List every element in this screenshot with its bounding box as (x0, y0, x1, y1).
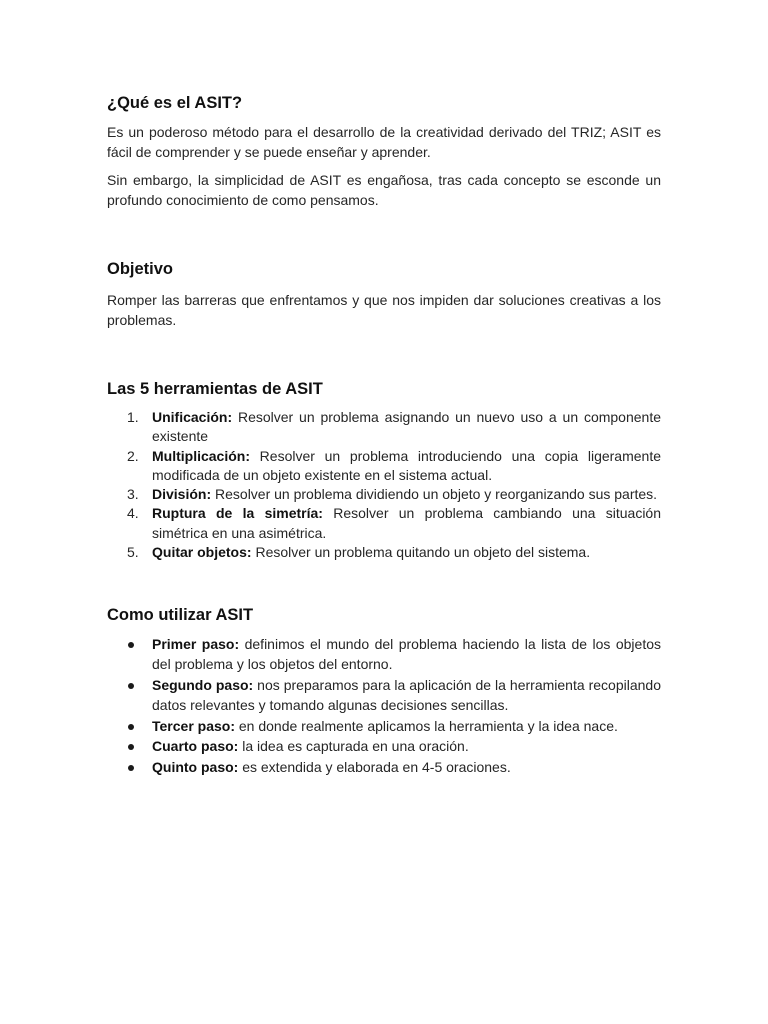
tool-term: Unificación: (152, 409, 233, 425)
list-number: 2. (127, 447, 139, 464)
paragraph-definition: Es un poderoso método para el desarrollo de la creatividad derivado del TRIZ; ASIT es fácil de comprender y se puede enseñar y aprender. (107, 124, 661, 160)
tool-term: Quitar objetos: (152, 544, 252, 561)
heading-what-is-asit: ¿Qué es el ASIT? (107, 94, 243, 112)
steps-list-item (107, 717, 661, 737)
tool-description: Resolver un problema introduciendo una copia ligeramente modificada de un objeto existente en el sistema actual. (152, 447, 661, 483)
bullet-icon (128, 683, 134, 689)
list-number: 4. (127, 505, 139, 522)
tool-description: Resolver un problema cambiando una situación simétrica en una asimétrica. (152, 505, 662, 541)
tool-term: Ruptura de la simetría: (152, 505, 323, 522)
section-how-to-use (107, 604, 661, 778)
paragraph-simplicity: Sin embargo, la simplicidad de ASIT es engañosa, tras cada concepto se esconde un profundo conocimiento de como pensamos. (107, 172, 661, 208)
tools-list (107, 408, 661, 562)
tools-list-item (107, 543, 661, 562)
heading-objective: Objetivo (107, 260, 174, 278)
tool-description: Resolver un problema asignando un nuevo uso a un componente existente (152, 409, 661, 445)
section-objective (107, 258, 661, 330)
step-term: Quinto paso: (152, 759, 239, 776)
bullet-icon (128, 642, 134, 648)
section-what-is-asit (107, 92, 661, 210)
steps-list-item (107, 676, 661, 716)
heading-tools: Las 5 herramientas de ASIT (107, 380, 323, 398)
tools-list-item (107, 408, 661, 447)
steps-list (107, 635, 661, 778)
document-page (107, 92, 661, 779)
step-term: Cuarto paso: (152, 738, 239, 755)
bullet-icon (128, 744, 134, 750)
steps-list-item (107, 737, 661, 757)
step-description: es extendida y elaborada en 4-5 oraciones. (238, 759, 511, 776)
tools-list-item (107, 504, 661, 543)
section-tools (107, 378, 661, 562)
tool-description: Resolver un problema quitando un objeto del sistema. (251, 544, 591, 561)
tool-term: Multiplicación: (152, 447, 250, 464)
tool-term: División: (152, 486, 212, 503)
steps-list-item (107, 635, 661, 675)
list-number: 3. (127, 486, 139, 503)
tool-description: Resolver un problema dividiendo un objeto y reorganizando sus partes. (211, 486, 658, 503)
list-number: 1. (127, 409, 139, 425)
list-number: 5. (127, 544, 139, 561)
step-description: definimos el mundo del problema haciendo la lista de los objetos del problema y los objetos del entorno. (152, 636, 662, 673)
steps-list-item (107, 758, 661, 778)
step-description: la idea es capturada en una oración. (238, 738, 469, 755)
step-term: Segundo paso: (152, 676, 254, 693)
tools-list-item (107, 485, 661, 504)
bullet-icon (128, 765, 134, 771)
step-description: en donde realmente aplicamos la herramienta y la idea nace. (235, 717, 618, 734)
step-term: Primer paso: (152, 636, 240, 653)
bullet-icon (128, 724, 134, 730)
step-term: Tercer paso: (152, 717, 235, 734)
paragraph-objective: Romper las barreras que enfrentamos y que nos impiden dar soluciones creativas a los problemas. (107, 292, 661, 328)
step-description: nos preparamos para la aplicación de la herramienta recopilando datos relevantes y tomando algunas decisiones sencillas. (152, 676, 661, 713)
heading-how-to-use: Como utilizar ASIT (107, 606, 254, 625)
tools-list-item (107, 447, 661, 486)
